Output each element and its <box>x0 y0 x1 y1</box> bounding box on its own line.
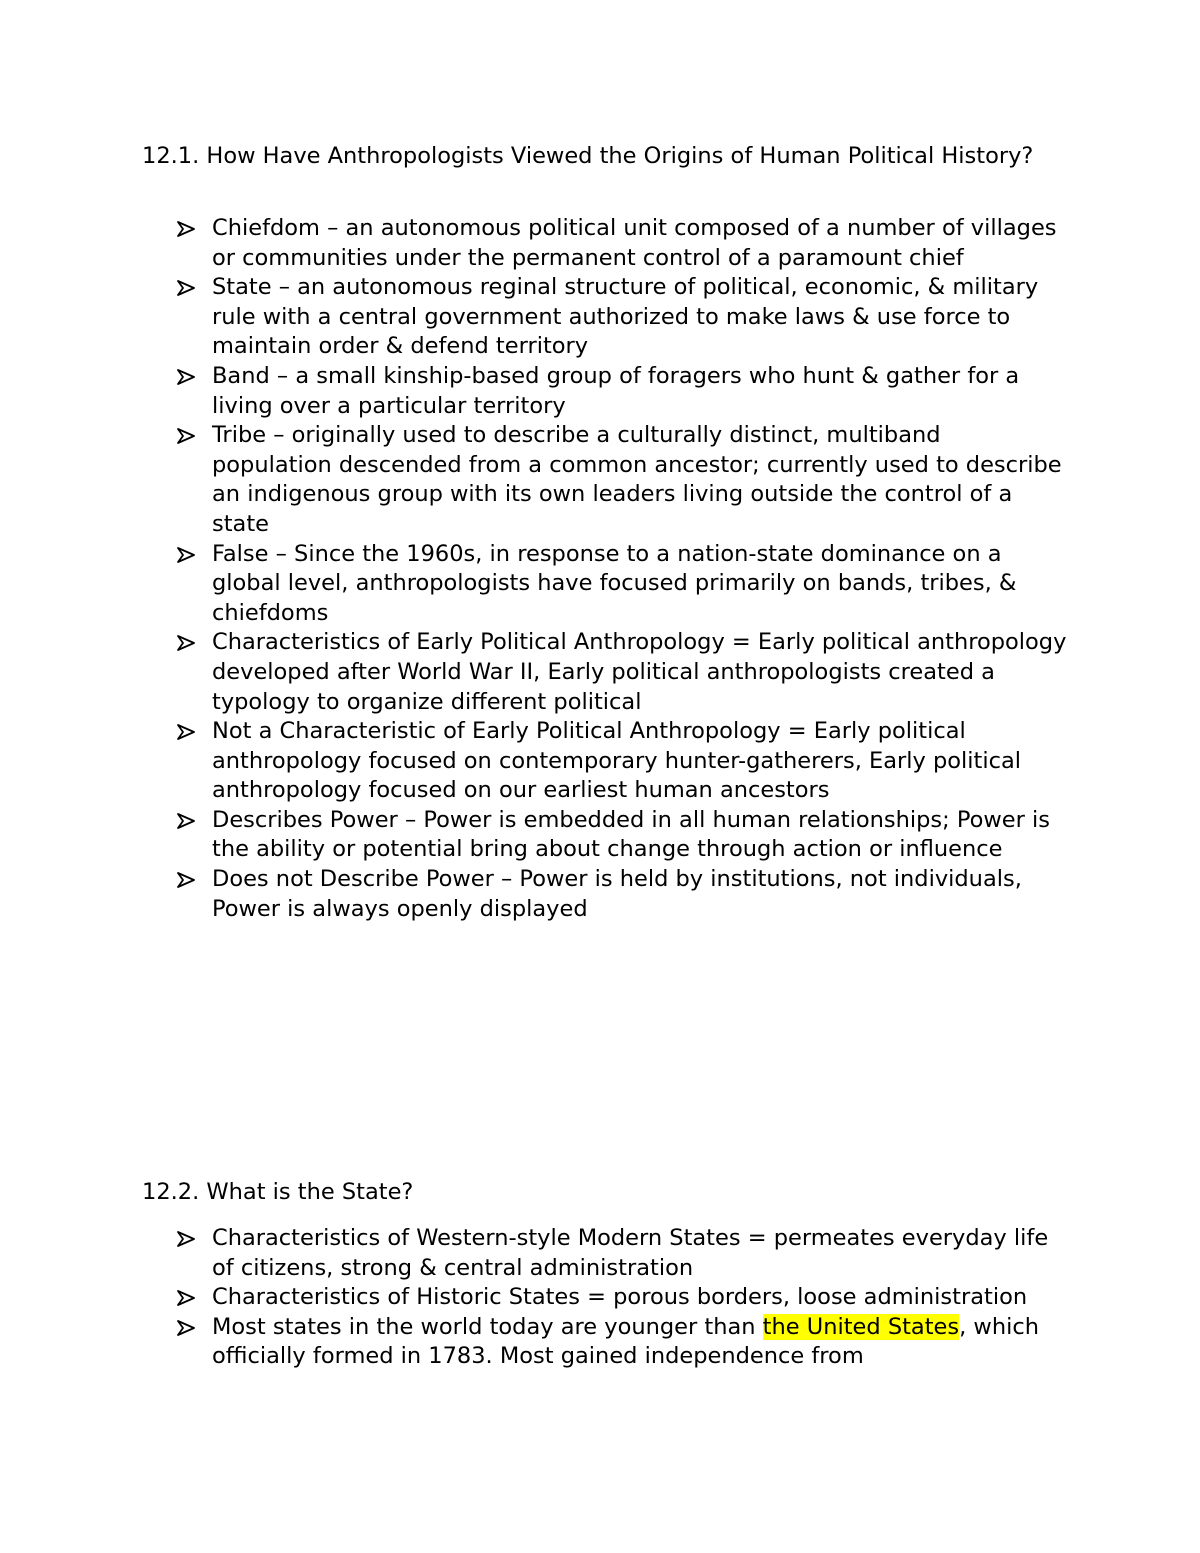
arrowhead-bullet-icon <box>177 635 195 651</box>
arrowhead-bullet-icon <box>177 813 195 829</box>
list-item-text: Chiefdom – an autonomous political unit composed of a number of villages or communities under the permanent control of a paramount chief <box>212 215 1057 271</box>
list-item <box>0 806 1067 865</box>
list-item-text: Tribe – originally used to describe a culturally distinct, multiband population descended from a common ancestor; currently used to describe an indigenous group with its own leaders living outside the control of a state <box>212 422 1062 537</box>
list-item-text: Does not Describe Power – Power is held by institutions, not individuals, Power is always openly displayed <box>212 866 1022 922</box>
arrowhead-bullet-icon <box>177 221 195 237</box>
list-item <box>0 717 1067 806</box>
arrowhead-bullet-icon <box>177 369 195 385</box>
list-item-text: Characteristics of Historic States = porous borders, loose administration <box>212 1284 1028 1311</box>
list-item-text-before: Most states in the world today are younger than <box>212 1313 763 1340</box>
arrowhead-bullet-icon <box>177 1320 195 1336</box>
list-item-text: Describes Power – Power is embedded in all human relationships; Power is the ability or potential bring about change through action or influence <box>212 806 1050 863</box>
arrowhead-bullet-icon <box>177 724 195 740</box>
list-item <box>0 362 1067 421</box>
list-item <box>0 1313 1067 1372</box>
list-item <box>0 273 1067 362</box>
list-item <box>0 421 1067 539</box>
arrowhead-bullet-icon <box>177 1231 195 1247</box>
list-item <box>0 865 1067 924</box>
highlighted-text: the United States <box>762 1313 960 1340</box>
list-item-text-after: , which officially formed in 1783. Most gained independence from <box>212 1313 1039 1370</box>
list-item-text: Characteristics of Early Political Anthropology = Early political anthropology developed after World War II, Early political anthropologists created a typology to organize different political <box>212 629 1067 715</box>
list-item <box>0 1224 1067 1283</box>
section-heading-12-1: 12.1. How Have Anthropologists Viewed the Origins of Human Political History? <box>142 143 1034 169</box>
list-item-text: State – an autonomous reginal structure of political, economic, & military rule with a central government authorized to make laws & use force to maintain order & defend territory <box>212 274 1039 360</box>
arrowhead-bullet-icon <box>177 1290 195 1306</box>
list-item <box>0 540 1067 629</box>
arrowhead-bullet-icon <box>177 872 195 888</box>
arrowhead-bullet-icon <box>177 428 195 444</box>
arrowhead-bullet-icon <box>177 547 195 563</box>
list-item-text: Not a Characteristic of Early Political Anthropology = Early political anthropology focused on contemporary hunter-gatherers, Early political anthropology focused on our earliest human ancestors <box>212 718 1022 804</box>
list-item-text: Characteristics of Western-style Modern States = permeates everyday life of citizens, strong & central administration <box>212 1225 1049 1281</box>
bullet-list-12-1 <box>0 214 1200 924</box>
list-item-text: Band – a small kinship-based group of foragers who hunt & gather for a living over a particular territory <box>212 362 1020 419</box>
list-item <box>0 1283 1067 1313</box>
bullet-list-12-2 <box>0 1224 1200 1372</box>
arrowhead-bullet-icon <box>177 280 195 296</box>
section-heading-12-2: 12.2. What is the State? <box>142 1179 414 1205</box>
list-item <box>0 628 1067 717</box>
list-item <box>0 214 1067 273</box>
list-item-text: False – Since the 1960s, in response to a nation-state dominance on a global level, anthropologists have focused primarily on bands, tribes, & chiefdoms <box>212 540 1017 626</box>
